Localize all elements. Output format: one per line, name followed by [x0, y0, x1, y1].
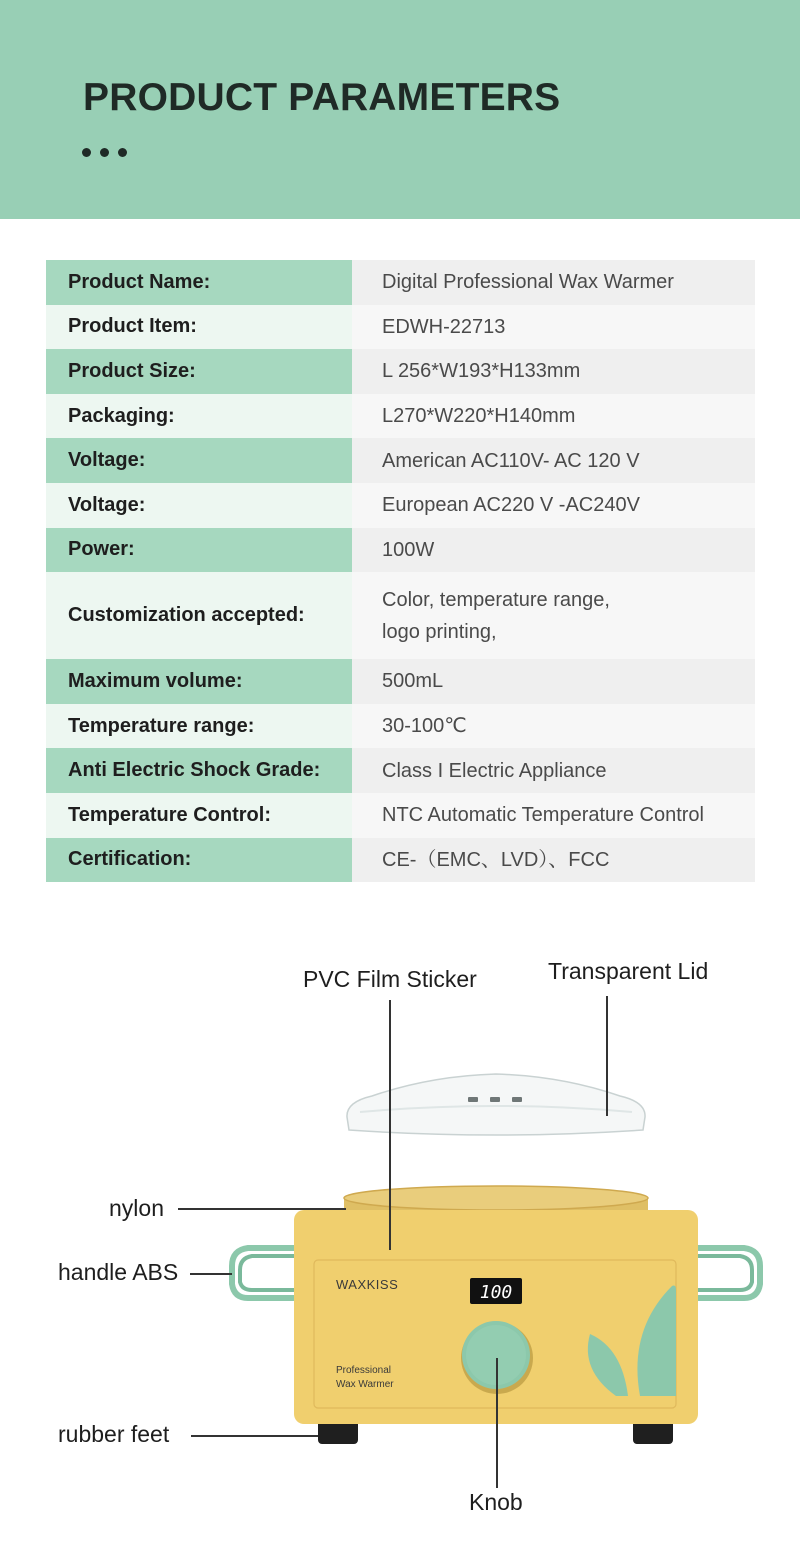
- callout-rubber-feet: rubber feet: [58, 1421, 170, 1447]
- param-value: European AC220 V -AC240V: [352, 483, 755, 528]
- param-label: Product Item:: [46, 305, 352, 350]
- param-label: Temperature Control:: [46, 793, 352, 838]
- header-banner: [0, 0, 800, 219]
- front-text-line1: Professional: [336, 1365, 392, 1376]
- param-label: Anti Electric Shock Grade:: [46, 748, 352, 793]
- param-label: Customization accepted:: [46, 572, 352, 659]
- display-reading: 100: [479, 1282, 513, 1303]
- table-row: [46, 572, 755, 659]
- callout-transparent-lid: Transparent Lid: [548, 958, 709, 984]
- param-value: 100W: [352, 528, 755, 573]
- callout-line-knob: [496, 1358, 498, 1488]
- param-label: Maximum volume:: [46, 659, 352, 704]
- callout-line-feet: [191, 1435, 318, 1437]
- table-row: [46, 394, 755, 439]
- param-label: Certification:: [46, 838, 352, 883]
- param-value: 500mL: [352, 659, 755, 704]
- table-row: [46, 438, 755, 483]
- param-value: Color, temperature range, logo printing,: [352, 572, 755, 659]
- param-label: Product Name:: [46, 260, 352, 305]
- callout-line-pvc: [389, 1000, 391, 1250]
- callout-nylon: nylon: [109, 1195, 164, 1221]
- page-title: PRODUCT PARAMETERS: [83, 76, 561, 119]
- param-value: L270*W220*H140mm: [352, 394, 755, 439]
- callout-handle: handle ABS: [58, 1259, 179, 1285]
- table-row: [46, 704, 755, 749]
- callout-knob: Knob: [469, 1489, 523, 1515]
- table-row: [46, 793, 755, 838]
- param-value: Class I Electric Appliance: [352, 748, 755, 793]
- table-row: [46, 305, 755, 350]
- parameters-table: [46, 260, 755, 882]
- table-row: [46, 349, 755, 394]
- table-row: [46, 483, 755, 528]
- param-label: Voltage:: [46, 438, 352, 483]
- callout-line-lid: [606, 996, 608, 1116]
- table-row: [46, 659, 755, 704]
- param-value: American AC110V- AC 120 V: [352, 438, 755, 483]
- table-row: [46, 838, 755, 883]
- param-label: Packaging:: [46, 394, 352, 439]
- table-row: [46, 260, 755, 305]
- param-value: CE-（EMC、LVD）、FCC: [352, 838, 755, 883]
- param-value: EDWH-22713: [352, 305, 755, 350]
- param-label: Temperature range:: [46, 704, 352, 749]
- param-value: 30-100℃: [352, 704, 755, 749]
- param-label: Voltage:: [46, 483, 352, 528]
- param-value: NTC Automatic Temperature Control: [352, 793, 755, 838]
- handle: [232, 1248, 296, 1298]
- param-label: Product Size:: [46, 349, 352, 394]
- callout-line-handle: [190, 1273, 232, 1275]
- transparent-lid: [347, 1074, 645, 1135]
- callout-pvc-sticker: PVC Film Sticker: [303, 966, 477, 992]
- table-row: [46, 528, 755, 573]
- front-text-line2: Wax Warmer: [336, 1379, 394, 1390]
- param-label: Power:: [46, 528, 352, 573]
- dot-icon: [82, 148, 91, 157]
- dot-icon: [100, 148, 109, 157]
- dot-icon: [118, 148, 127, 157]
- handle: [696, 1248, 760, 1298]
- param-value: L 256*W193*H133mm: [352, 349, 755, 394]
- brand-logo: WAXKISS: [336, 1277, 399, 1292]
- param-value: Digital Professional Wax Warmer: [352, 260, 755, 305]
- callout-line-nylon: [178, 1208, 346, 1210]
- table-row: [46, 748, 755, 793]
